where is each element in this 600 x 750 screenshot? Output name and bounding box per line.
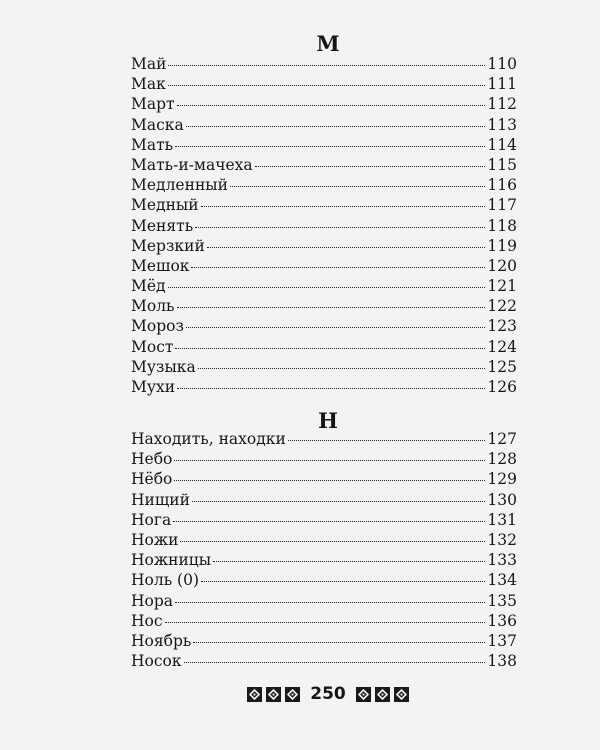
toc-entry-page: 128 [487,450,517,469]
toc-entry [131,277,517,297]
toc-entry-page: 136 [487,611,517,630]
toc-entry [131,470,517,490]
dot-leader [175,146,485,147]
toc-entry [131,196,517,216]
toc-entry-term: Март [131,95,175,114]
toc-entry-term: Небо [131,450,173,469]
toc-entry [131,317,517,337]
toc-entry [131,136,517,156]
toc-entry-term: Ноябрь [131,631,192,650]
dot-leader [198,368,486,369]
toc-entry [131,571,517,591]
dot-leader [213,561,485,562]
dot-leader [192,501,485,502]
dot-leader [288,440,486,441]
toc-entry-term: Медленный [131,176,228,195]
toc-entry-page: 127 [487,430,517,448]
toc-entry-page: 124 [487,337,517,356]
toc-entry [131,257,517,277]
dot-leader [201,206,486,207]
toc-entry-term: Нёбо [131,470,173,489]
dot-leader [177,307,486,308]
toc-entry-page: 111 [487,75,517,94]
diamond-ornament-icon [285,687,300,702]
toc-entry-page: 110 [487,55,517,73]
toc-entry-term: Носок [131,652,182,671]
toc-entry-term: Мешок [131,256,190,275]
toc-entry-page: 112 [487,95,517,114]
toc-entry-term: Ножницы [131,551,212,570]
page-footer [0,684,600,704]
toc-entry [131,75,517,95]
toc-entry-page: 131 [487,510,517,529]
toc-entry-page: 119 [487,236,517,255]
toc-entry-term: Маска [131,115,184,134]
toc-entry [131,297,517,317]
page-number: 250 [310,684,346,704]
toc-entry [131,338,517,358]
toc-entry-term: Нищий [131,490,190,509]
toc-list-n [131,430,517,672]
toc-entry [131,531,517,551]
toc-entry [131,652,517,672]
dot-leader [175,602,485,603]
toc-entry [131,612,517,632]
toc-entry-page: 117 [487,196,517,215]
dot-leader [173,521,485,522]
toc-entry-term: Мост [131,337,174,356]
toc-entry-term: Медный [131,196,199,215]
dot-leader [180,541,485,542]
dot-leader [174,460,485,461]
dot-leader [193,642,485,643]
toc-entry [131,430,517,450]
toc-entry [131,217,517,237]
toc-entry-term: Май [131,55,167,73]
toc-entry-term: Мороз [131,317,184,336]
toc-entry-page: 134 [487,571,517,590]
dot-leader [186,327,485,328]
diamond-ornament-icon [247,687,262,702]
toc-entry-page: 115 [487,155,517,174]
toc-entry [131,592,517,612]
toc-entry-page: 130 [487,490,517,509]
dot-leader [186,126,486,127]
toc-entry-page: 132 [487,530,517,549]
toc-entry [131,358,517,378]
toc-entry [131,632,517,652]
dot-leader [184,662,486,663]
toc-entry-page: 123 [487,317,517,336]
toc-entry-term: Нос [131,611,163,630]
toc-entry-page: 121 [487,277,517,296]
dot-leader [168,65,485,66]
toc-entry-page: 116 [487,176,517,195]
dot-leader [207,247,486,248]
toc-entry [131,116,517,136]
dot-leader [168,85,486,86]
toc-entry [131,95,517,115]
toc-entry [131,491,517,511]
dot-leader [230,186,485,187]
toc-entry-term: Менять [131,216,194,235]
toc-entry-page: 135 [487,591,517,610]
dot-leader [195,227,485,228]
toc-list-m [131,55,517,398]
toc-entry-term: Музыка [131,357,196,376]
dot-leader [177,105,486,106]
toc-entry [131,55,517,75]
toc-entry-term: Находить, находки [131,430,286,448]
diamond-ornament-icon [356,687,371,702]
toc-entry-term: Ноль (0) [131,571,200,590]
toc-entry [131,450,517,470]
toc-entry-term: Нога [131,510,172,529]
dot-leader [168,287,486,288]
section-letter-m: М [316,31,340,56]
toc-entry-page: 137 [487,631,517,650]
toc-entry-term: Моль [131,297,175,316]
toc-entry-page: 125 [487,357,517,376]
toc-entry [131,378,517,398]
dot-leader [175,348,485,349]
toc-entry-term: Мать-и-мачеха [131,155,253,174]
diamond-ornament-icon [394,687,409,702]
toc-entry-page: 122 [487,297,517,316]
toc-entry-page: 118 [487,216,517,235]
toc-entry-page: 113 [487,115,517,134]
dot-leader [255,166,486,167]
toc-entry-term: Ножи [131,530,179,549]
diamond-ornament-icon [266,687,281,702]
toc-entry-page: 129 [487,470,517,489]
section-letter-n: Н [318,408,338,433]
toc-entry [131,237,517,257]
dot-leader [174,480,485,481]
toc-entry-page: 126 [487,378,517,396]
toc-entry-page: 133 [487,551,517,570]
dot-leader [165,622,486,623]
dot-leader [201,581,485,582]
toc-entry [131,511,517,531]
toc-entry-term: Нора [131,591,174,610]
toc-entry-term: Мак [131,75,166,94]
toc-entry-page: 114 [487,135,517,154]
dot-leader [177,388,485,389]
toc-entry-page: 120 [487,256,517,275]
toc-entry-page: 138 [487,652,517,671]
toc-entry [131,551,517,571]
dot-leader [191,267,485,268]
toc-entry-term: Мерзкий [131,236,205,255]
toc-entry [131,156,517,176]
ornament-group-left [247,687,300,702]
toc-entry-term: Мать [131,135,174,154]
toc-entry [131,176,517,196]
toc-entry-term: Мухи [131,378,176,396]
ornament-group-right [356,687,409,702]
toc-entry-term: Мёд [131,277,166,296]
diamond-ornament-icon [375,687,390,702]
